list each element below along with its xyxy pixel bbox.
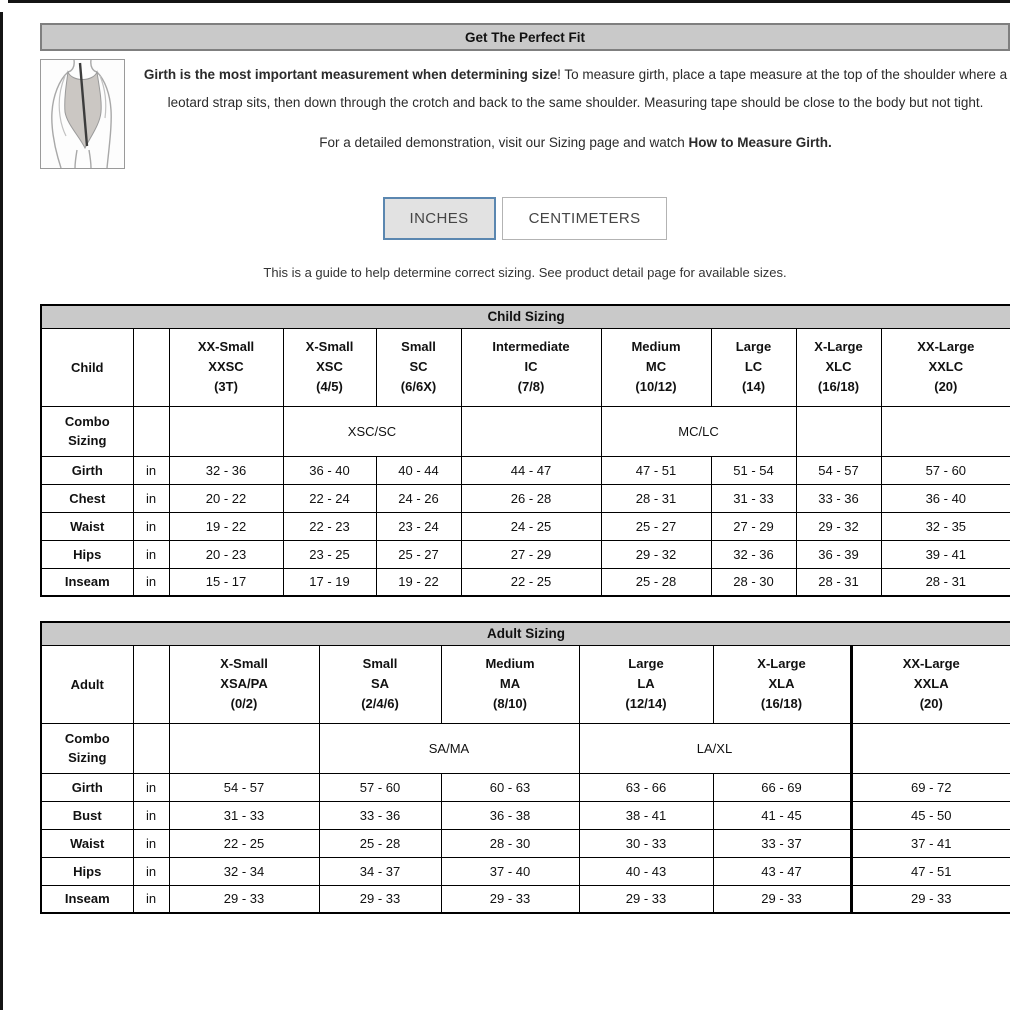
size-header-cell — [579, 645, 713, 723]
size-range: (4/5) — [316, 379, 343, 394]
size-range-cell: 25 - 27 — [601, 512, 711, 540]
size-range: (3T) — [214, 379, 238, 394]
size-code: XSA/PA — [220, 676, 268, 691]
size-range-cell: 36 - 40 — [881, 484, 1010, 512]
size-code: MC — [645, 359, 667, 374]
size-range-cell: 40 - 44 — [376, 456, 461, 484]
unit-header-cell — [133, 328, 169, 406]
size-range-cell: 22 - 25 — [169, 829, 319, 857]
size-range-cell: 47 - 51 — [851, 857, 1010, 885]
centimeters-button[interactable]: CENTIMETERS — [502, 197, 668, 240]
size-header-cell — [601, 328, 711, 406]
size-range: (8/10) — [493, 696, 527, 711]
size-range-cell: 33 - 37 — [713, 829, 851, 857]
size-header-cell — [461, 328, 601, 406]
sizing-note: This is a guide to help determine correct sizing. See product detail page for available sizes. — [263, 265, 787, 280]
girth-instructions — [40, 59, 1010, 117]
child-sizing-table — [40, 304, 1010, 597]
size-range: (20) — [934, 379, 958, 394]
size-range: (0/2) — [230, 696, 258, 711]
combo-label: Combo Sizing — [41, 406, 133, 456]
size-code: SA — [370, 676, 390, 691]
size-code: SC — [409, 359, 428, 374]
size-name: X-Large — [757, 656, 806, 671]
unit-cell: in — [133, 568, 169, 596]
combo-cell: SA/MA — [319, 723, 579, 773]
size-range: (16/18) — [760, 696, 803, 711]
size-range-cell: 25 - 27 — [376, 540, 461, 568]
unit-cell: in — [133, 456, 169, 484]
measurement-label: Inseam — [41, 568, 133, 596]
size-range-cell: 28 - 30 — [441, 829, 579, 857]
leotard-icon — [41, 60, 124, 168]
size-range-cell: 43 - 47 — [713, 857, 851, 885]
page-border-top — [8, 0, 1010, 3]
demo-instructions — [40, 129, 1010, 157]
group-label: Child — [41, 328, 133, 406]
size-header-cell — [169, 645, 319, 723]
combo-sizing-row — [41, 406, 1010, 456]
size-range-cell: 22 - 24 — [283, 484, 376, 512]
size-range-cell: 44 - 47 — [461, 456, 601, 484]
size-range: (2/4/6) — [361, 696, 399, 711]
size-range-cell: 69 - 72 — [851, 773, 1010, 801]
size-range-cell: 63 - 66 — [579, 773, 713, 801]
size-range-cell: 54 - 57 — [169, 773, 319, 801]
page-title: Get The Perfect Fit — [464, 29, 586, 45]
size-header-cell — [283, 328, 376, 406]
size-name: Medium — [485, 656, 535, 671]
size-range-cell: 36 - 40 — [283, 456, 376, 484]
size-range-cell: 22 - 23 — [283, 512, 376, 540]
measurement-label: Chest — [41, 484, 133, 512]
combo-cell — [461, 406, 601, 456]
size-name: X-Small — [305, 339, 354, 354]
combo-cell — [881, 406, 1010, 456]
size-range-cell: 24 - 26 — [376, 484, 461, 512]
measurement-row — [41, 773, 1010, 801]
size-header-row — [41, 328, 1010, 406]
size-name: Small — [401, 339, 436, 354]
measurement-row — [41, 456, 1010, 484]
size-range-cell: 41 - 45 — [713, 801, 851, 829]
size-range-cell: 29 - 33 — [441, 885, 579, 913]
size-range-cell: 34 - 37 — [319, 857, 441, 885]
size-header-cell — [169, 328, 283, 406]
measurement-label: Girth — [41, 773, 133, 801]
measurement-row — [41, 512, 1010, 540]
measurement-row — [41, 857, 1010, 885]
girth-measurement-diagram — [40, 59, 125, 169]
measurement-row — [41, 829, 1010, 857]
unit-cell: in — [133, 857, 169, 885]
size-range-cell: 29 - 33 — [851, 885, 1010, 913]
unit-cell: in — [133, 484, 169, 512]
measurement-label: Waist — [41, 829, 133, 857]
size-name: Medium — [631, 339, 681, 354]
size-range-cell: 60 - 63 — [441, 773, 579, 801]
size-range-cell: 28 - 31 — [881, 568, 1010, 596]
demo-instructions-prefix: For a detailed demonstration, visit our Sizing page and watch — [319, 135, 689, 150]
size-range-cell: 17 - 19 — [283, 568, 376, 596]
size-header-row — [41, 645, 1010, 723]
size-header-cell — [881, 328, 1010, 406]
size-range-cell: 19 - 22 — [376, 568, 461, 596]
size-range-cell: 29 - 33 — [319, 885, 441, 913]
size-range-cell: 30 - 33 — [579, 829, 713, 857]
size-name: Large — [628, 656, 664, 671]
combo-cell: MC/LC — [601, 406, 796, 456]
size-range-cell: 39 - 41 — [881, 540, 1010, 568]
size-range: (14) — [741, 379, 766, 394]
size-range-cell: 32 - 36 — [711, 540, 796, 568]
size-range-cell: 32 - 34 — [169, 857, 319, 885]
size-range-cell: 20 - 22 — [169, 484, 283, 512]
size-range-cell: 45 - 50 — [851, 801, 1010, 829]
measurement-row — [41, 885, 1010, 913]
size-code: XXSC — [208, 359, 244, 374]
size-range-cell: 27 - 29 — [711, 512, 796, 540]
size-code: XSC — [316, 359, 343, 374]
measurement-row — [41, 484, 1010, 512]
size-header-cell — [376, 328, 461, 406]
size-header-cell — [711, 328, 796, 406]
size-name: XX-Large — [917, 339, 975, 354]
measurement-label: Bust — [41, 801, 133, 829]
header-bar — [40, 23, 1010, 51]
size-header-cell — [441, 645, 579, 723]
size-range-cell: 20 - 23 — [169, 540, 283, 568]
measurement-label: Hips — [41, 857, 133, 885]
size-range-cell: 57 - 60 — [881, 456, 1010, 484]
size-code: LC — [744, 359, 763, 374]
size-range-cell: 31 - 33 — [169, 801, 319, 829]
unit-cell: in — [133, 885, 169, 913]
size-name: X-Small — [220, 656, 268, 671]
size-range: (20) — [919, 696, 943, 711]
size-range-cell: 36 - 39 — [796, 540, 881, 568]
size-range-cell: 27 - 29 — [461, 540, 601, 568]
unit-toggle — [40, 197, 1010, 240]
size-code: MA — [499, 676, 521, 691]
table-title: Child Sizing — [41, 305, 1010, 328]
size-name: Small — [362, 656, 398, 671]
size-range-cell: 29 - 32 — [601, 540, 711, 568]
size-range-cell: 19 - 22 — [169, 512, 283, 540]
size-range-cell: 28 - 31 — [601, 484, 711, 512]
size-range-cell: 25 - 28 — [319, 829, 441, 857]
size-range-cell: 23 - 25 — [283, 540, 376, 568]
table-title-row — [41, 622, 1010, 645]
unit-cell — [133, 723, 169, 773]
size-range-cell: 15 - 17 — [169, 568, 283, 596]
size-name: X-Large — [814, 339, 863, 354]
girth-instructions-rest: ! To measure girth, place a tape measure at the top of the shoulder where a leotard strap sits, then down through the crotch and back to the same shoulder. Measuring tape should be close to the body but not tight. — [167, 67, 1008, 110]
table-title-row — [41, 305, 1010, 328]
girth-instructions-lead: Girth is the most important measurement when determining size — [143, 67, 558, 82]
size-range-cell: 29 - 33 — [713, 885, 851, 913]
combo-cell — [169, 406, 283, 456]
combo-cell — [851, 723, 1010, 773]
size-code: LA — [637, 676, 655, 691]
unit-cell — [133, 406, 169, 456]
intro-section — [40, 59, 1010, 169]
size-range-cell: 40 - 43 — [579, 857, 713, 885]
group-label: Adult — [41, 645, 133, 723]
size-range-cell: 57 - 60 — [319, 773, 441, 801]
measurement-label: Girth — [41, 456, 133, 484]
combo-cell — [796, 406, 881, 456]
size-range-cell: 29 - 32 — [796, 512, 881, 540]
combo-sizing-row — [41, 723, 1010, 773]
unit-cell: in — [133, 512, 169, 540]
measurement-row — [41, 540, 1010, 568]
size-range-cell: 54 - 57 — [796, 456, 881, 484]
unit-cell: in — [133, 801, 169, 829]
size-header-cell — [713, 645, 851, 723]
adult-sizing-table — [40, 621, 1010, 914]
size-range-cell: 31 - 33 — [711, 484, 796, 512]
size-range: (6/6X) — [400, 379, 437, 394]
size-name: Large — [735, 339, 772, 354]
size-header-cell — [851, 645, 1010, 723]
combo-cell — [169, 723, 319, 773]
size-range: (16/18) — [817, 379, 860, 394]
size-range: (12/14) — [625, 696, 667, 711]
measurement-label: Hips — [41, 540, 133, 568]
size-range-cell: 32 - 35 — [881, 512, 1010, 540]
measurement-row — [41, 801, 1010, 829]
unit-cell: in — [133, 829, 169, 857]
size-range-cell: 22 - 25 — [461, 568, 601, 596]
page-border-left — [0, 12, 3, 1010]
size-range-cell: 26 - 28 — [461, 484, 601, 512]
sizing-guide-page — [40, 23, 1010, 914]
size-range-cell: 29 - 33 — [169, 885, 319, 913]
size-code: IC — [524, 359, 538, 374]
unit-cell: in — [133, 540, 169, 568]
table-title: Adult Sizing — [41, 622, 1010, 645]
size-range-cell: 32 - 36 — [169, 456, 283, 484]
size-range-cell: 33 - 36 — [319, 801, 441, 829]
size-range-cell: 36 - 38 — [441, 801, 579, 829]
size-header-cell — [319, 645, 441, 723]
combo-cell: LA/XL — [579, 723, 851, 773]
unit-cell: in — [133, 773, 169, 801]
size-range-cell: 37 - 40 — [441, 857, 579, 885]
measurement-row — [41, 568, 1010, 596]
size-name: Intermediate — [492, 339, 570, 354]
size-code: XXLC — [928, 359, 964, 374]
size-header-cell — [796, 328, 881, 406]
size-range-cell: 66 - 69 — [713, 773, 851, 801]
size-name: XX-Large — [902, 656, 960, 671]
inches-button[interactable]: INCHES — [383, 197, 496, 240]
measurement-label: Inseam — [41, 885, 133, 913]
size-code: XLA — [768, 676, 795, 691]
size-code: XXLA — [913, 676, 949, 691]
size-range-cell: 37 - 41 — [851, 829, 1010, 857]
size-range-cell: 25 - 28 — [601, 568, 711, 596]
measurement-label: Waist — [41, 512, 133, 540]
size-range-cell: 28 - 30 — [711, 568, 796, 596]
size-code: XLC — [825, 359, 852, 374]
size-range: (7/8) — [517, 379, 545, 394]
demo-instructions-bold: How to Measure Girth. — [688, 135, 832, 150]
combo-label: Combo Sizing — [41, 723, 133, 773]
size-range-cell: 47 - 51 — [601, 456, 711, 484]
unit-header-cell — [133, 645, 169, 723]
size-range-cell: 24 - 25 — [461, 512, 601, 540]
size-range-cell: 28 - 31 — [796, 568, 881, 596]
size-name: XX-Small — [197, 339, 255, 354]
size-range-cell: 29 - 33 — [579, 885, 713, 913]
size-range: (10/12) — [635, 379, 677, 394]
size-range-cell: 51 - 54 — [711, 456, 796, 484]
size-range-cell: 33 - 36 — [796, 484, 881, 512]
size-range-cell: 38 - 41 — [579, 801, 713, 829]
combo-cell: XSC/SC — [283, 406, 461, 456]
size-range-cell: 23 - 24 — [376, 512, 461, 540]
